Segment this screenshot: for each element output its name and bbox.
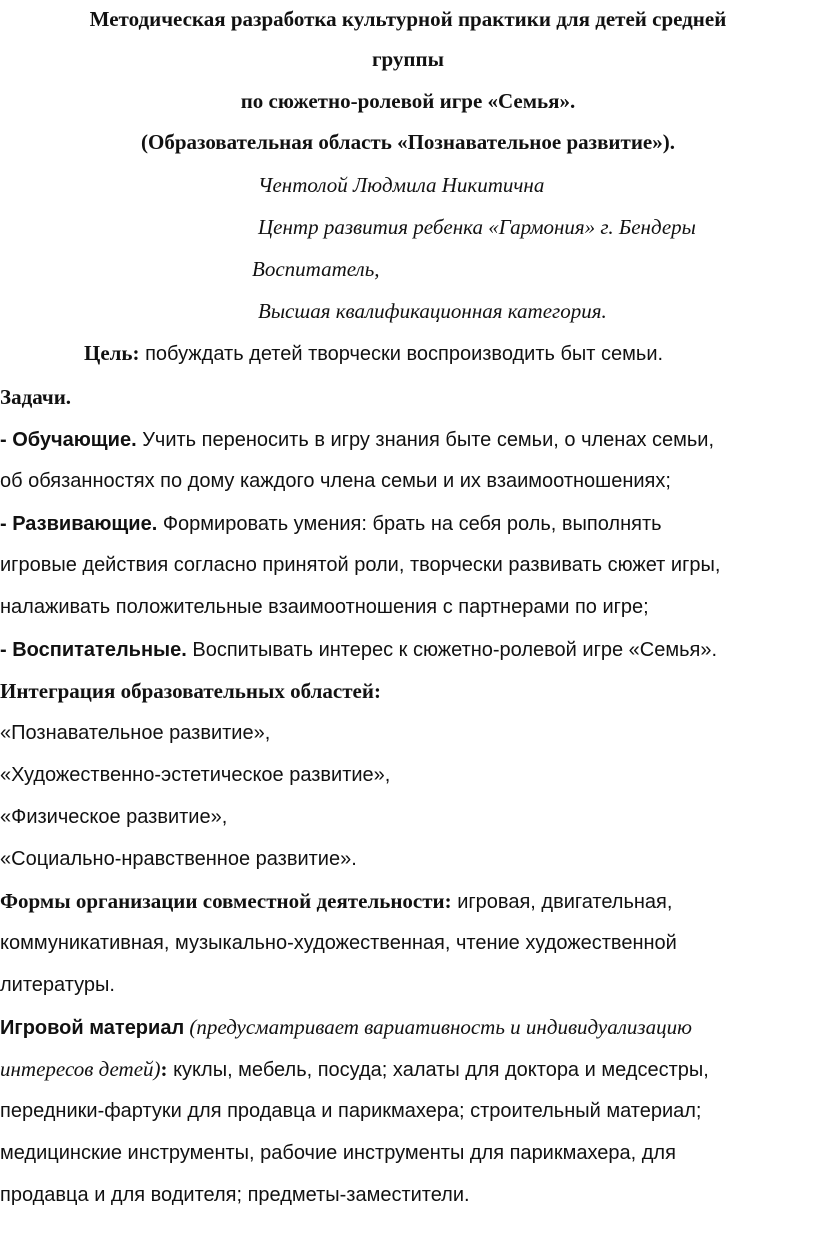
author-organization: Центр развития ребенка «Гармония» г. Бендеры bbox=[258, 215, 696, 239]
integration-item: «Физическое развитие», bbox=[0, 806, 228, 828]
task-educating-line bbox=[0, 636, 717, 663]
task-teaching-label: - Обучающие. bbox=[0, 429, 137, 451]
title-line-2: группы bbox=[371, 47, 445, 71]
title-line-3: по сюжетно-ролевой игре «Семья». bbox=[240, 89, 576, 113]
forms-text-1: игровая, двигательная, bbox=[451, 891, 673, 913]
material-colon: : bbox=[160, 1057, 168, 1081]
integration-heading: Интеграция образовательных областей: bbox=[0, 679, 381, 703]
task-developing-text-2: игровые действия согласно принятой роли, творчески развивать сюжет игры, bbox=[0, 554, 721, 576]
integration-item: «Познавательное развитие», bbox=[0, 722, 271, 744]
forms-text-3: литературы. bbox=[0, 974, 115, 996]
task-developing-line-1 bbox=[0, 510, 662, 537]
material-text-3: медицинские инструменты, рабочие инструменты для парикмахера, для bbox=[0, 1142, 676, 1164]
material-note-1: (предусматривает вариативность и индивидуализацию bbox=[184, 1015, 692, 1039]
author-name: Чентолой Людмила Никитична bbox=[258, 173, 545, 197]
task-educating-label: - Воспитательные. bbox=[0, 639, 187, 661]
task-teaching-line-1 bbox=[0, 426, 714, 453]
author-category: Высшая квалификационная категория. bbox=[258, 299, 607, 323]
forms-text-2: коммуникативная, музыкально-художественная, чтение художественной bbox=[0, 932, 677, 954]
author-position: Воспитатель, bbox=[252, 257, 380, 281]
task-teaching-text-2: об обязанностях по дому каждого члена семьи и их взаимоотношениях; bbox=[0, 470, 671, 492]
title-line-1: Методическая разработка культурной практики для детей средней bbox=[89, 7, 727, 31]
material-line-1 bbox=[0, 1014, 692, 1041]
task-developing-label: - Развивающие. bbox=[0, 513, 158, 535]
goal-line bbox=[84, 340, 663, 367]
integration-item: «Художественно-эстетическое развитие», bbox=[0, 764, 391, 786]
title-line-4: (Образовательная область «Познавательное развитие»). bbox=[141, 130, 675, 154]
goal-label: Цель: bbox=[84, 341, 140, 365]
task-educating-text: Воспитывать интерес к сюжетно-ролевой игре «Семья». bbox=[186, 639, 718, 661]
material-label: Игровой материал bbox=[0, 1017, 185, 1039]
material-text-4: продавца и для водителя; предметы-заместители. bbox=[0, 1184, 470, 1206]
forms-label: Формы организации совместной деятельности: bbox=[0, 889, 452, 913]
material-text-1: куклы, мебель, посуда; халаты для доктора и медсестры, bbox=[167, 1059, 709, 1081]
material-text-2: передники-фартуки для продавца и парикмахера; строительный материал; bbox=[0, 1100, 702, 1122]
forms-line-1 bbox=[0, 888, 672, 915]
material-line-2 bbox=[0, 1056, 709, 1083]
goal-text: побуждать детей творчески воспроизводить быт семьи. bbox=[139, 343, 664, 365]
task-teaching-text-1: Учить переносить в игру знания быте семьи, о членах семьи, bbox=[136, 429, 715, 451]
task-developing-text-3: налаживать положительные взаимоотношения с партнерами по игре; bbox=[0, 596, 649, 618]
material-note-2: интересов детей) bbox=[0, 1057, 161, 1081]
task-developing-text-1: Формировать умения: брать на себя роль, выполнять bbox=[157, 513, 662, 535]
integration-item: «Социально-нравственное развитие». bbox=[0, 848, 357, 870]
tasks-heading: Задачи. bbox=[0, 385, 72, 409]
